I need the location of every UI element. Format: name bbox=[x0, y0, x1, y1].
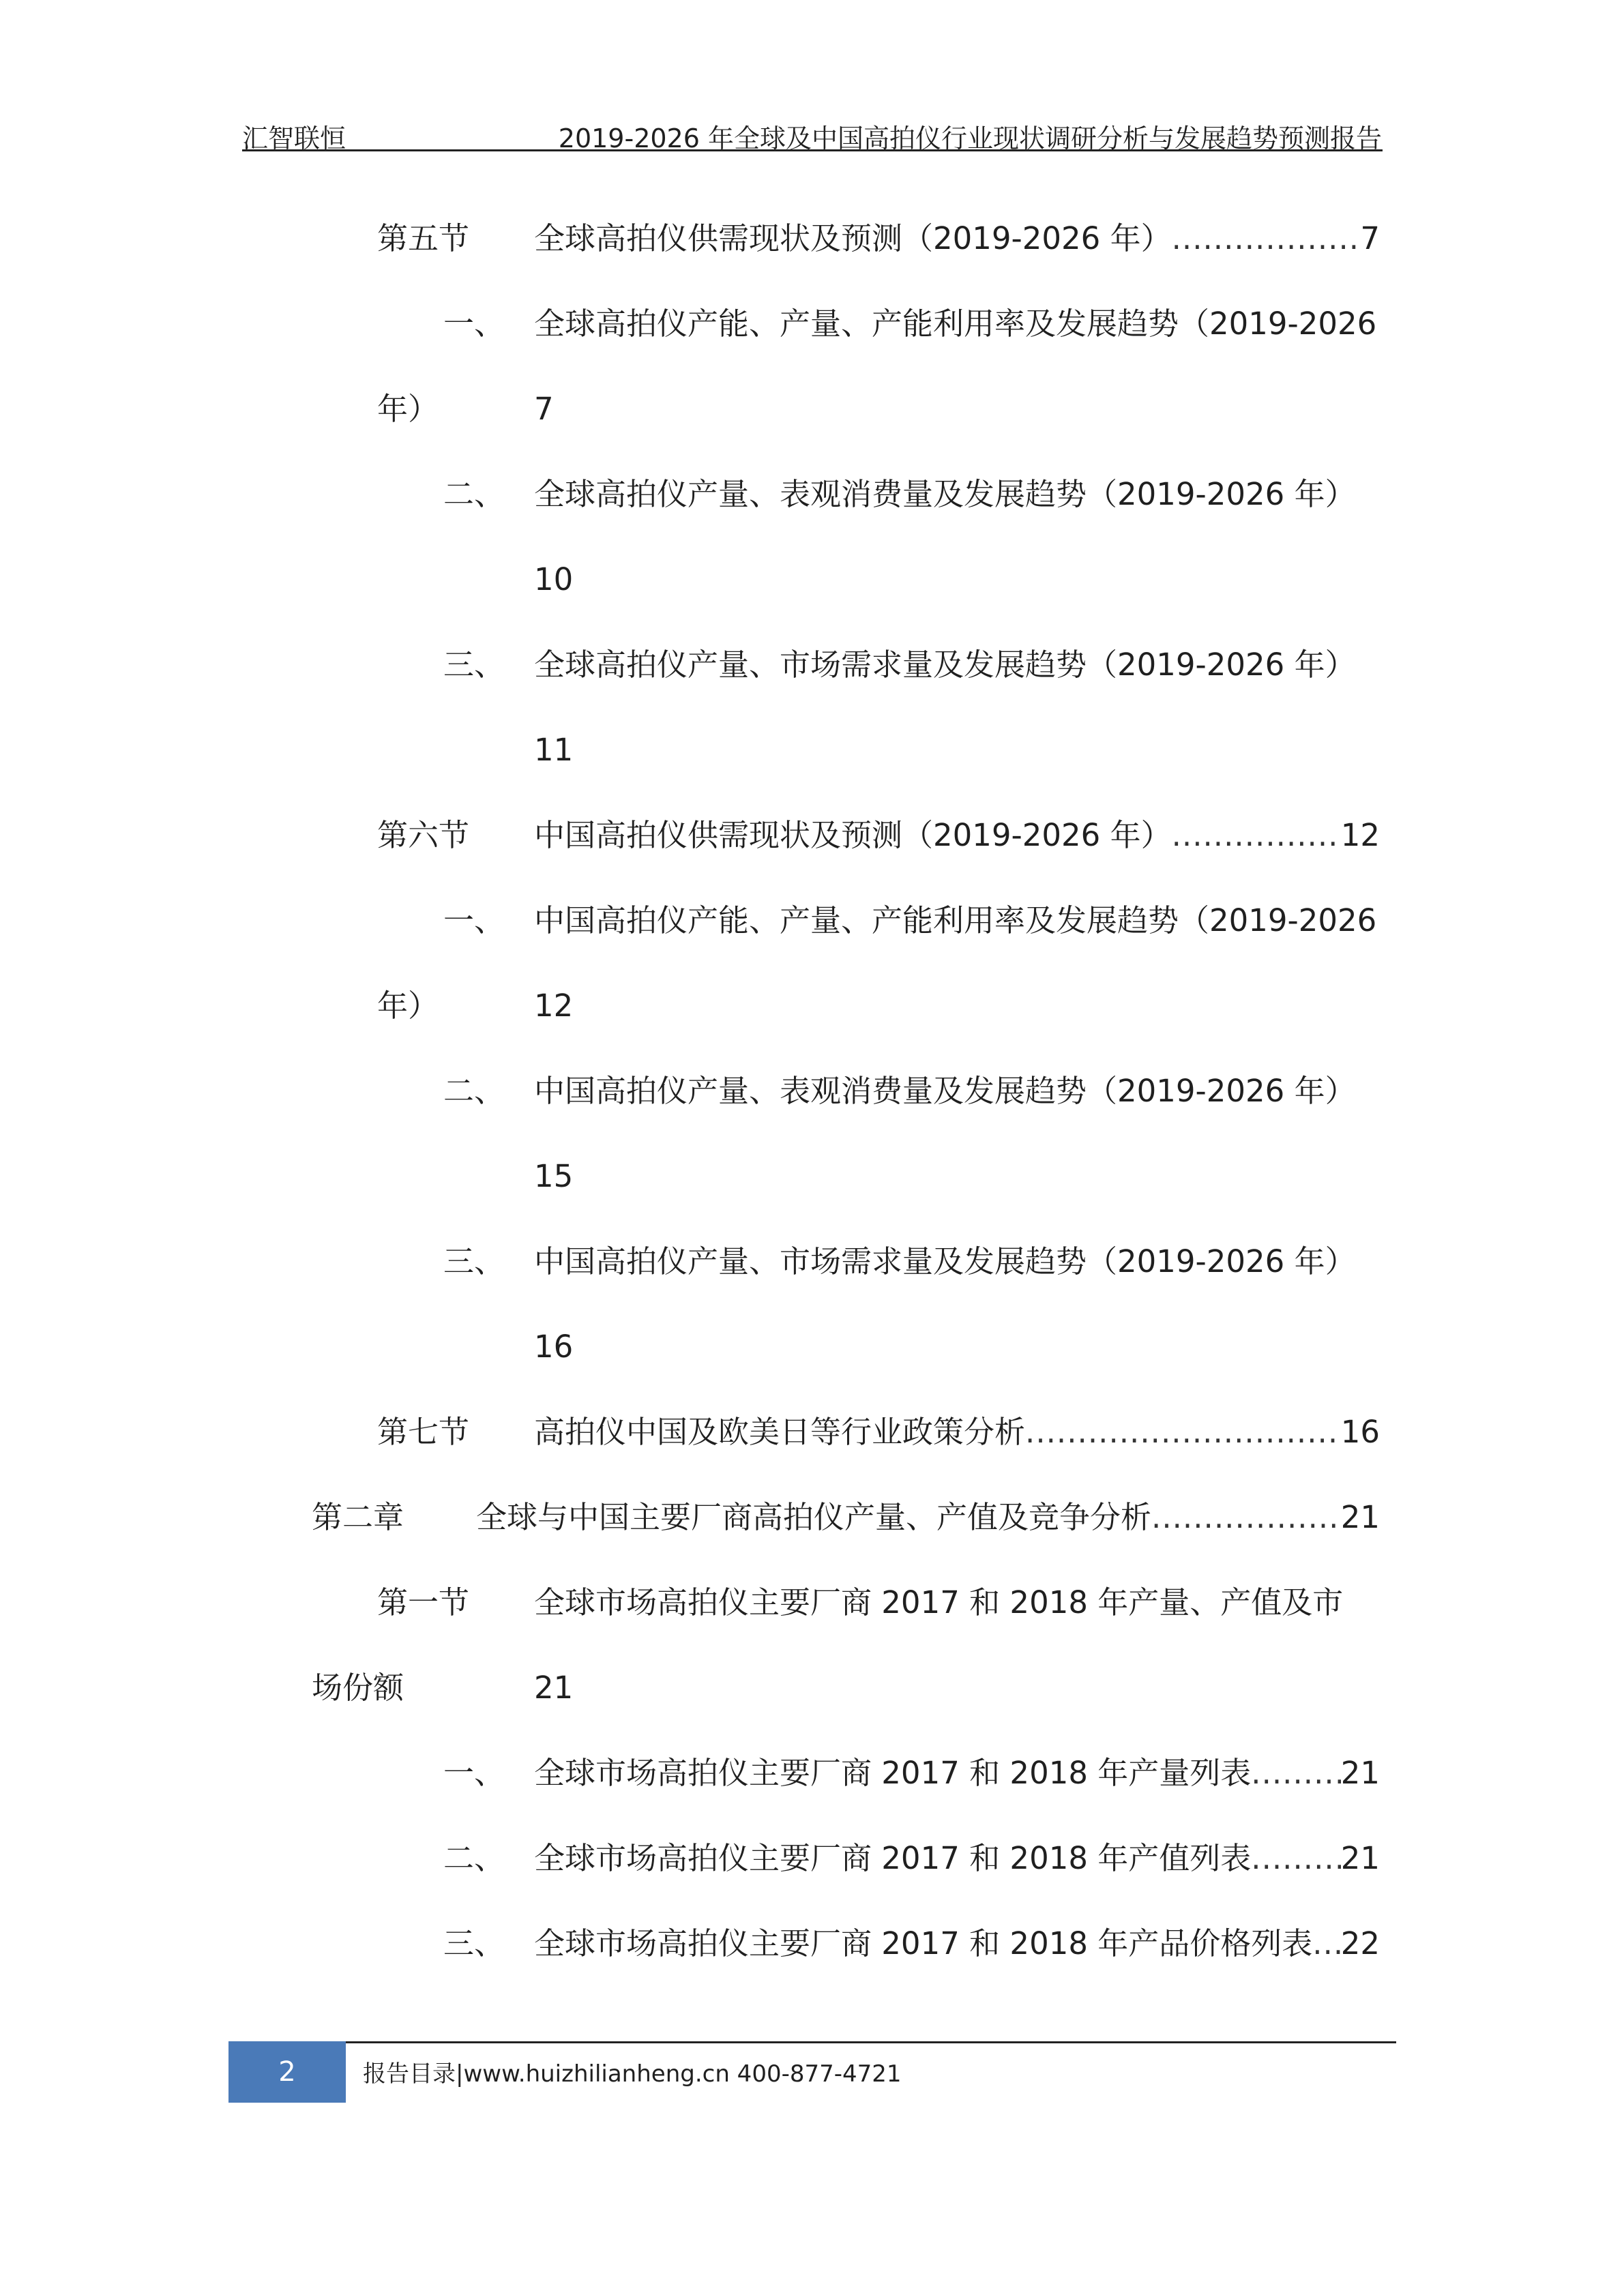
toc-label: 三、 bbox=[443, 1243, 505, 1279]
toc-label: 第二章 bbox=[312, 1499, 404, 1535]
toc-page-number: 16 bbox=[1340, 1414, 1380, 1450]
toc-page-number: 21 bbox=[534, 1670, 574, 1706]
toc-page-number: 21 bbox=[1340, 1499, 1380, 1535]
toc-page-number: 16 bbox=[534, 1329, 574, 1365]
toc-leader-dots bbox=[1251, 1753, 1340, 1794]
toc-entry-text-wrap: 年） bbox=[377, 988, 439, 1024]
toc-entry[interactable] bbox=[534, 1923, 1380, 1964]
toc-entry[interactable] bbox=[534, 815, 1380, 856]
toc-entry-text: 全球市场高拍仪主要厂商 2017 和 2018 年产值列表 bbox=[534, 1840, 1252, 1876]
toc-page-number: 7 bbox=[1360, 220, 1380, 256]
toc-page-number: 12 bbox=[534, 988, 574, 1024]
footer-divider bbox=[346, 2041, 1396, 2043]
footer-contact: 报告目录|www.huizhilianheng.cn 400-877-4721 bbox=[363, 2060, 902, 2088]
toc-leader-dots bbox=[1172, 815, 1341, 856]
header-brand: 汇智联恒 bbox=[242, 123, 346, 153]
toc-entry[interactable] bbox=[534, 1838, 1380, 1879]
toc-page-number: 15 bbox=[534, 1158, 574, 1194]
toc-label: 一、 bbox=[443, 1755, 505, 1791]
toc-entry-text[interactable]: 全球高拍仪产能、产量、产能利用率及发展趋势（2019-2026 bbox=[534, 306, 1377, 342]
toc-leader-dots bbox=[1151, 1497, 1341, 1538]
toc-label: 第七节 bbox=[377, 1414, 470, 1450]
toc-page-number: 22 bbox=[1340, 1925, 1380, 1961]
toc-label: 三、 bbox=[443, 1925, 505, 1961]
toc-page-number: 10 bbox=[534, 561, 574, 597]
toc-label: 第六节 bbox=[377, 817, 470, 853]
toc-entry-text[interactable]: 中国高拍仪产量、市场需求量及发展趋势（2019-2026 年） bbox=[534, 1243, 1356, 1279]
toc-entry-text: 全球市场高拍仪主要厂商 2017 和 2018 年产品价格列表 bbox=[534, 1925, 1313, 1961]
toc-page-number: 21 bbox=[1340, 1755, 1380, 1791]
footer-page-number: 2 bbox=[228, 2041, 346, 2103]
toc-entry[interactable] bbox=[476, 1497, 1380, 1538]
toc-entry-text: 全球市场高拍仪主要厂商 2017 和 2018 年产量列表 bbox=[534, 1755, 1252, 1791]
toc-label: 二、 bbox=[443, 476, 505, 512]
toc-entry-text[interactable]: 中国高拍仪产量、表观消费量及发展趋势（2019-2026 年） bbox=[534, 1073, 1356, 1109]
toc-entry-text: 高拍仪中国及欧美日等行业政策分析 bbox=[534, 1414, 1026, 1450]
toc-label: 三、 bbox=[443, 647, 505, 683]
toc-page-number: 7 bbox=[534, 391, 554, 427]
toc-entry-text: 全球与中国主要厂商高拍仪产量、产值及竞争分析 bbox=[476, 1499, 1152, 1535]
toc-entry-text: 全球高拍仪供需现状及预测（2019-2026 年） bbox=[534, 220, 1172, 256]
toc-label: 二、 bbox=[443, 1840, 505, 1876]
toc-leader-dots bbox=[1251, 1838, 1340, 1879]
toc-leader-dots bbox=[1025, 1412, 1341, 1453]
header-report-title: 2019-2026 年全球及中国高拍仪行业现状调研分析与发展趋势预测报告 bbox=[558, 123, 1382, 153]
toc-entry[interactable] bbox=[534, 218, 1380, 259]
toc-label: 二、 bbox=[443, 1073, 505, 1109]
toc-label: 一、 bbox=[443, 902, 505, 938]
toc-entry-text-wrap: 年） bbox=[377, 391, 439, 427]
toc-page-number: 21 bbox=[1340, 1840, 1380, 1876]
toc-label: 第一节 bbox=[377, 1584, 470, 1620]
toc-entry-text: 中国高拍仪供需现状及预测（2019-2026 年） bbox=[534, 817, 1172, 853]
toc-entry-text[interactable]: 全球高拍仪产量、表观消费量及发展趋势（2019-2026 年） bbox=[534, 476, 1356, 512]
toc-entry-text[interactable]: 中国高拍仪产能、产量、产能利用率及发展趋势（2019-2026 bbox=[534, 902, 1377, 938]
toc-entry-text[interactable]: 全球高拍仪产量、市场需求量及发展趋势（2019-2026 年） bbox=[534, 647, 1356, 683]
toc-entry-text[interactable]: 全球市场高拍仪主要厂商 2017 和 2018 年产量、产值及市 bbox=[534, 1584, 1344, 1620]
toc-page-number: 12 bbox=[1340, 817, 1380, 853]
toc-page-number: 11 bbox=[534, 732, 574, 768]
toc-entry-text-wrap: 场份额 bbox=[312, 1670, 404, 1706]
toc-leader-dots bbox=[1172, 218, 1361, 259]
toc-entry[interactable] bbox=[534, 1412, 1380, 1453]
toc-entry[interactable] bbox=[534, 1753, 1380, 1794]
toc-label: 第五节 bbox=[377, 220, 470, 256]
toc-leader-dots bbox=[1312, 1923, 1340, 1964]
toc-label: 一、 bbox=[443, 306, 505, 342]
